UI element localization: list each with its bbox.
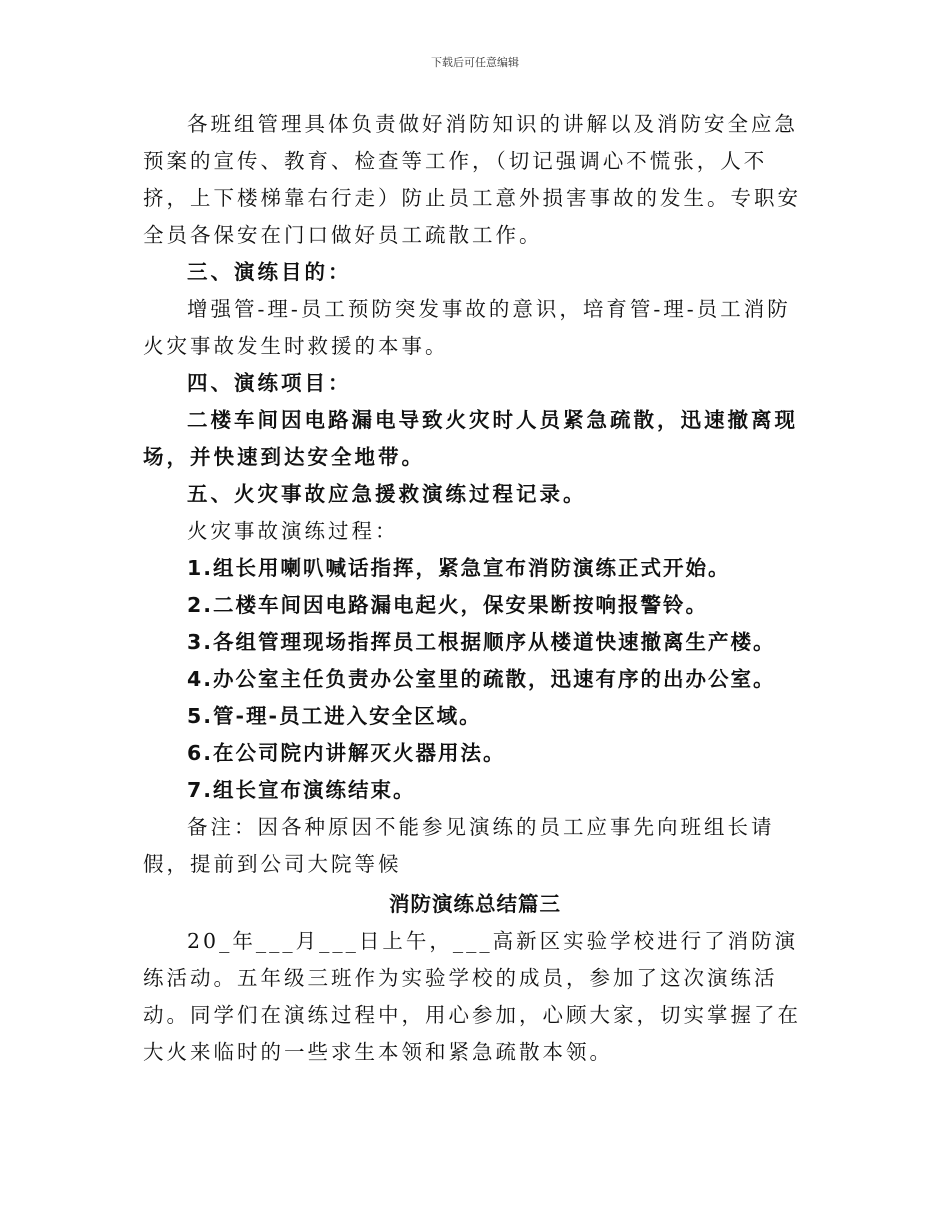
drill-step: 2.二楼车间因电路漏电起火，保安果断按响报警铃。 bbox=[187, 593, 709, 617]
section-title: 消防演练总结篇三 bbox=[389, 892, 561, 916]
paragraph-project: 二楼车间因电路漏电导致火灾时人员紧急疏散，迅速撤离现场，并快速到达安全地带。 bbox=[143, 408, 798, 469]
paragraph-summary: 20_年___月___日上午，___高新区实验学校进行了消防演练活动。五年级三班作为实验学校的成员，参加了这次演练活动。同学们在演练过程中，用心参加，心顾大家，切实掌握了在大火来临时的一些求生本领和紧急疏散本领。 bbox=[143, 929, 801, 1064]
paragraph-drill-process: 火灾事故演练过程： bbox=[187, 519, 399, 543]
drill-step: 5.管-理-员工进入安全区域。 bbox=[187, 704, 482, 728]
paragraph-purpose: 增强管-理-员工预防突发事故的意识，培育管-理-员工消防火灾事故发生时救援的本事。 bbox=[143, 297, 791, 358]
drill-step: 3.各组管理现场指挥员工根据顺序从楼道快速撤离生产楼。 bbox=[187, 630, 776, 654]
paragraph-duties: 各班组管理具体负责做好消防知识的讲解以及消防安全应急预案的宣传、教育、检查等工作，（切记强调心不慌张，人不挤，上下楼梯靠右行走）防止员工意外损害事故的发生。专职安全员各保安在门口做好员工疏散工作。 bbox=[143, 112, 801, 247]
drill-step: 6.在公司院内讲解灭火器用法。 bbox=[187, 741, 506, 765]
page-header: 下载后可任意编辑 bbox=[431, 56, 519, 69]
drill-step: 7.组长宣布演练结束。 bbox=[187, 778, 416, 802]
heading-drill-purpose: 三、演练目的： bbox=[187, 260, 352, 284]
drill-step: 1.组长用喇叭喊话指挥，紧急宣布消防演练正式开始。 bbox=[187, 556, 731, 580]
drill-step: 4.办公室主任负责办公室里的疏散，迅速有序的出办公室。 bbox=[187, 667, 776, 691]
paragraph-note: 备注：因各种原因不能参见演练的员工应事先向班组长请假，提前到公司大院等候 bbox=[143, 815, 775, 876]
heading-drill-record: 五、火灾事故应急援救演练过程记录。 bbox=[187, 482, 587, 506]
heading-drill-project: 四、演练项目： bbox=[187, 371, 352, 395]
